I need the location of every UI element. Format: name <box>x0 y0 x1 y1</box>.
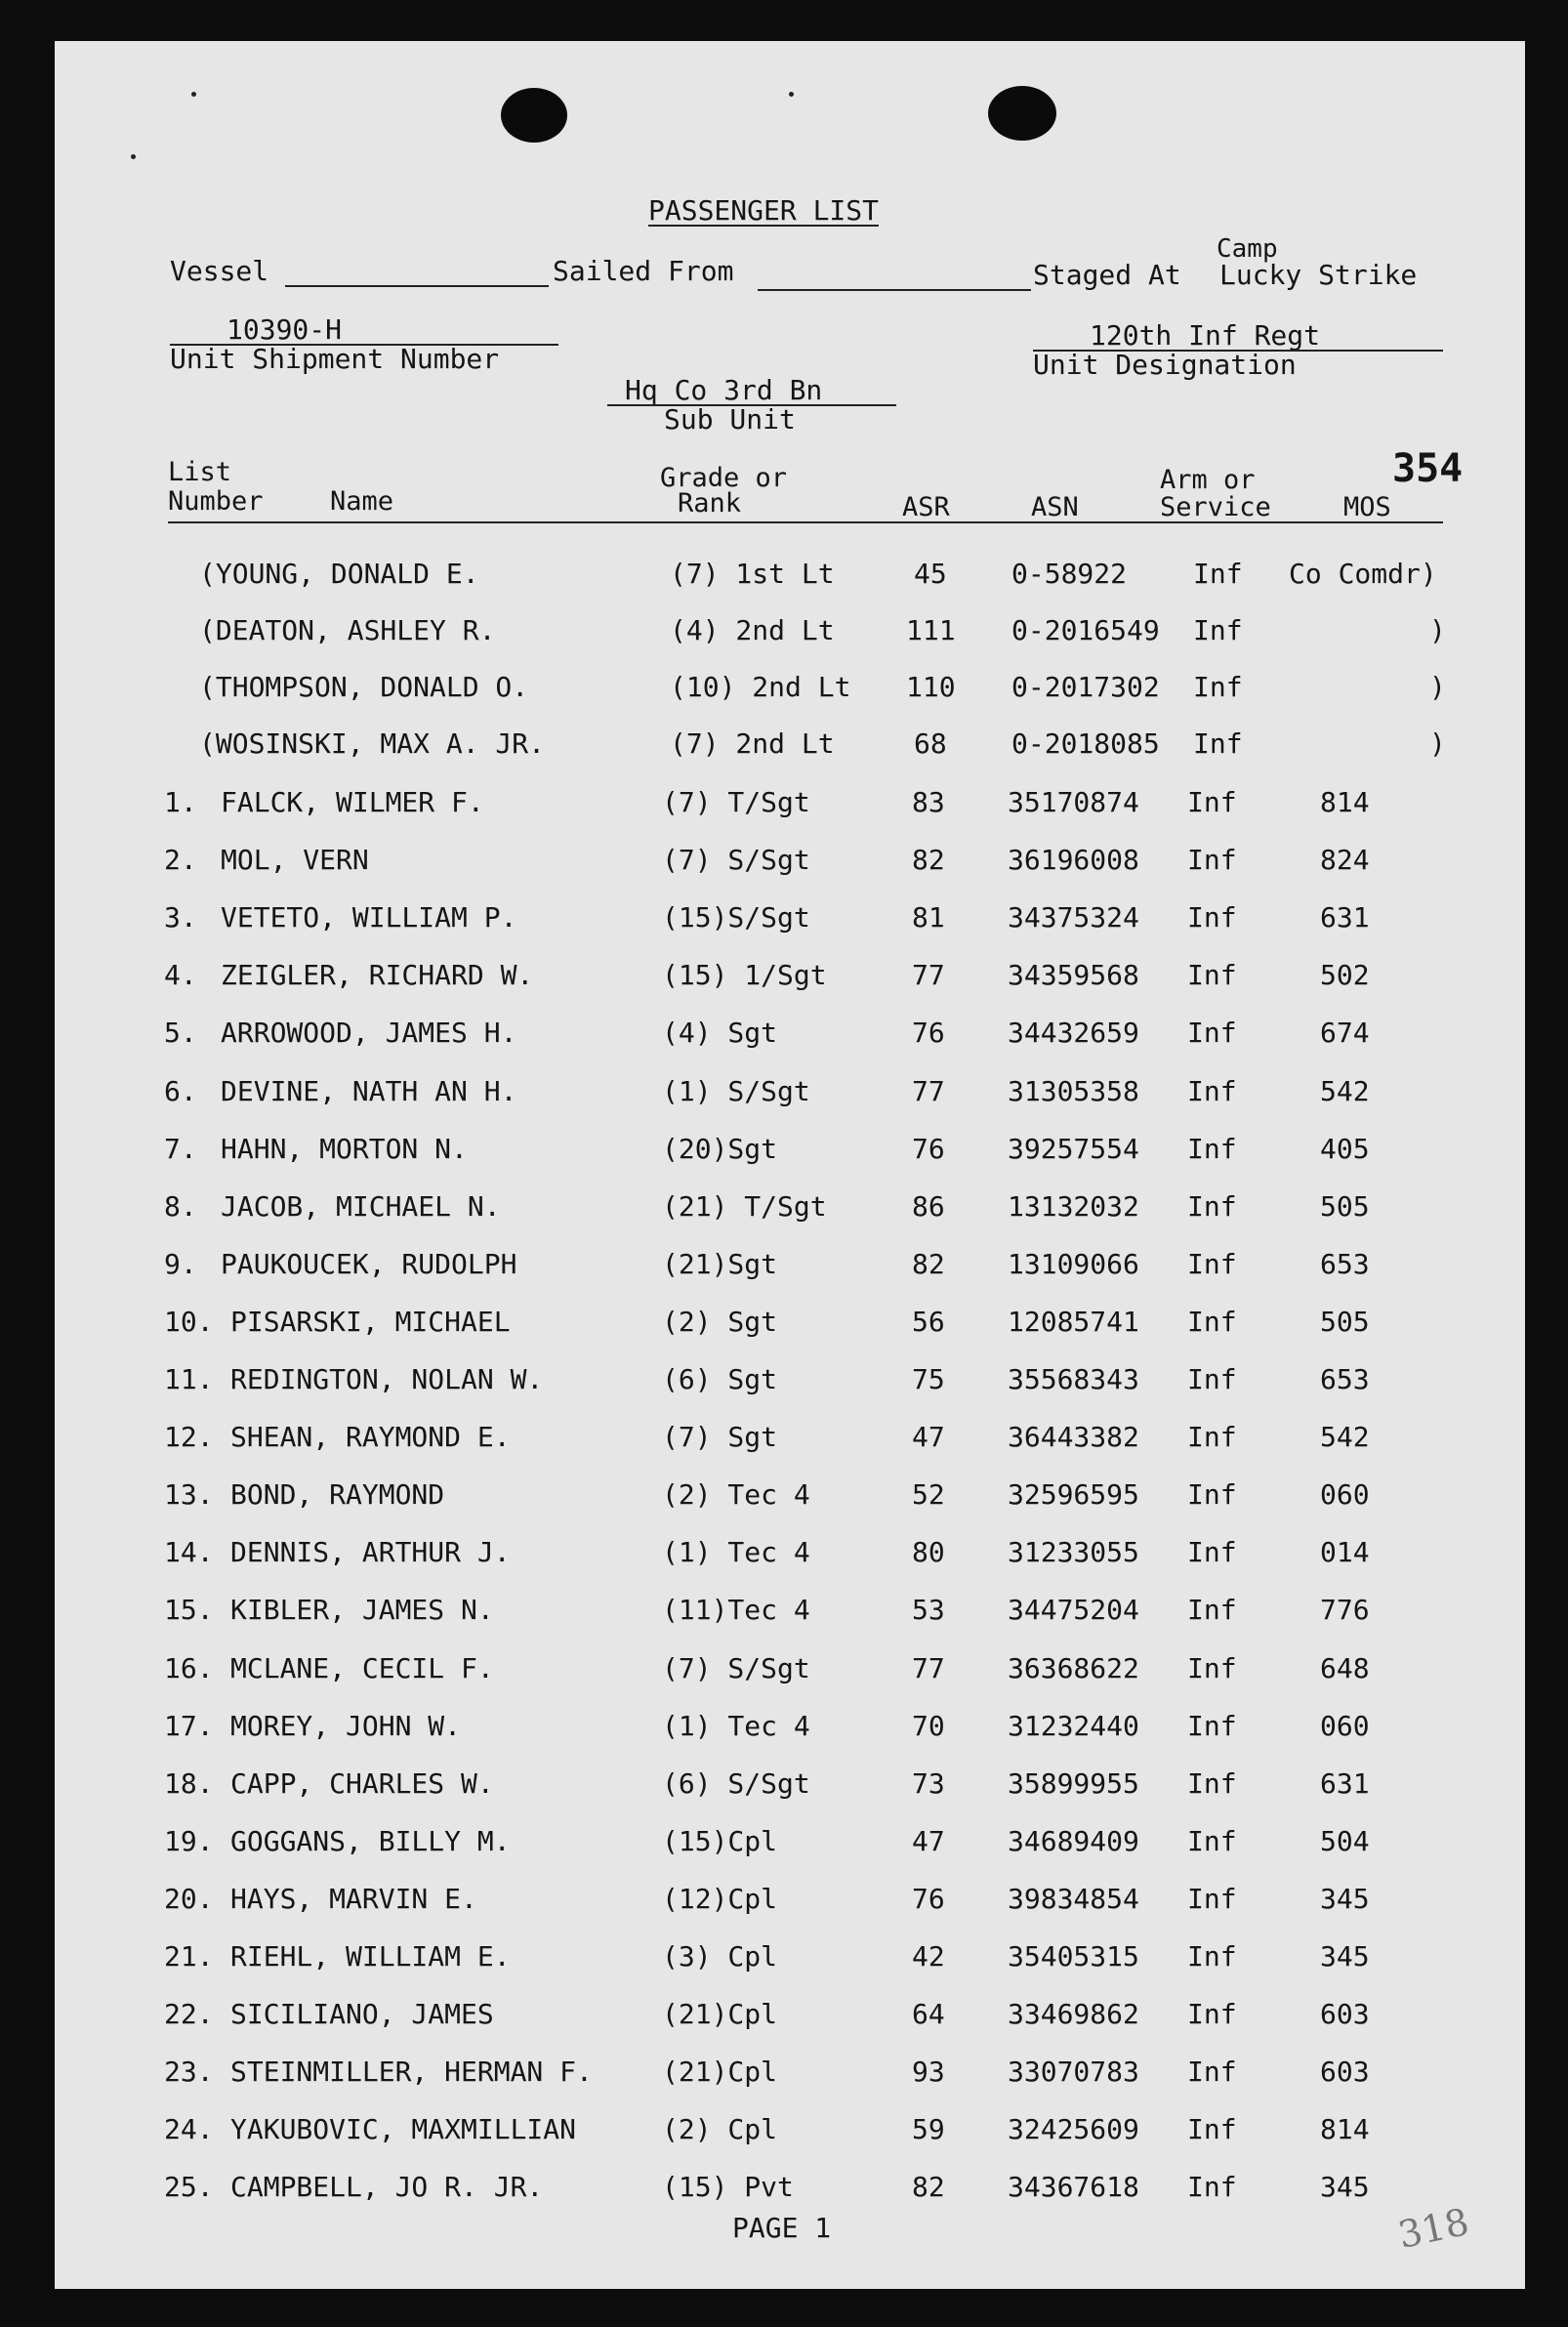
grade-rank: (3) Cpl <box>662 1940 778 1973</box>
grade-rank: (1) Tec 4 <box>662 1710 810 1742</box>
mos-code: 060 <box>1320 1478 1370 1511</box>
list-number: 12. <box>164 1421 214 1453</box>
header-rule <box>168 521 1443 523</box>
asn-value: 13132032 <box>1008 1190 1139 1223</box>
arm-service: Inf <box>1187 1133 1237 1165</box>
arm-service: Inf <box>1187 786 1237 818</box>
mos-code: 603 <box>1320 1998 1370 2030</box>
arm-service: Inf <box>1187 1248 1237 1280</box>
asr-value: 82 <box>912 844 945 876</box>
passenger-name: DEVINE, NATH AN H. <box>221 1075 517 1107</box>
list-number: 6. <box>164 1075 197 1107</box>
passenger-name: RIEHL, WILLIAM E. <box>230 1940 511 1973</box>
arm-service: Inf <box>1187 959 1237 991</box>
officer-mos: ) <box>1429 727 1446 760</box>
grade-rank: (15)Cpl <box>662 1825 778 1857</box>
mos-code: 505 <box>1320 1190 1370 1223</box>
arm-service: Inf <box>1187 1306 1237 1338</box>
asr-value: 82 <box>912 2171 945 2203</box>
asn-value: 34367618 <box>1008 2171 1139 2203</box>
asr-value: 93 <box>912 2056 945 2088</box>
asn-value: 31305358 <box>1008 1075 1139 1107</box>
passenger-name: DENNIS, ARTHUR J. <box>230 1536 511 1568</box>
arm-service: Inf <box>1187 1363 1237 1395</box>
asr-value: 77 <box>912 1075 945 1107</box>
arm-service: Inf <box>1187 901 1237 934</box>
list-number: 3. <box>164 901 197 934</box>
asn-value: 39257554 <box>1008 1133 1139 1165</box>
officer-arm: Inf <box>1193 558 1243 590</box>
asr-value: 75 <box>912 1363 945 1395</box>
grade-rank: (7) Sgt <box>662 1421 778 1453</box>
passenger-name: CAPP, CHARLES W. <box>230 1767 494 1800</box>
asn-value: 31232440 <box>1008 1710 1139 1742</box>
grade-rank: (6) Sgt <box>662 1363 778 1395</box>
mos-code: 060 <box>1320 1710 1370 1742</box>
asn-value: 35568343 <box>1008 1363 1139 1395</box>
asr-value: 47 <box>912 1825 945 1857</box>
officer-asr: 68 <box>914 727 947 760</box>
page-stamp: 354 <box>1392 446 1464 491</box>
officer-asr: 110 <box>906 671 956 703</box>
col-name: Name <box>330 486 394 517</box>
mos-code: 814 <box>1320 2113 1370 2145</box>
passenger-name: MOREY, JOHN W. <box>230 1710 462 1742</box>
col-grade-2: Rank <box>678 488 742 519</box>
passenger-name: PAUKOUCEK, RUDOLPH <box>221 1248 517 1280</box>
sailed-from-label: Sailed From <box>553 255 734 287</box>
arm-service: Inf <box>1187 1594 1237 1626</box>
list-number: 7. <box>164 1133 197 1165</box>
asr-value: 82 <box>912 1248 945 1280</box>
passenger-name: SICILIANO, JAMES <box>230 1998 494 2030</box>
mos-code: 405 <box>1320 1133 1370 1165</box>
list-number: 14. <box>164 1536 214 1568</box>
asr-value: 70 <box>912 1710 945 1742</box>
mos-code: 014 <box>1320 1536 1370 1568</box>
officer-name: (YOUNG, DONALD E. <box>199 558 479 590</box>
officer-arm: Inf <box>1193 614 1243 646</box>
asr-value: 52 <box>912 1478 945 1511</box>
list-number: 22. <box>164 1998 214 2030</box>
arm-service: Inf <box>1187 2171 1237 2203</box>
col-asn: ASN <box>1031 492 1079 522</box>
mos-code: 653 <box>1320 1363 1370 1395</box>
passenger-name: FALCK, WILMER F. <box>221 786 484 818</box>
asn-value: 35899955 <box>1008 1767 1139 1800</box>
document-page <box>55 41 1525 2289</box>
mos-code: 603 <box>1320 2056 1370 2088</box>
mos-code: 542 <box>1320 1075 1370 1107</box>
unit-shipment-label: Unit Shipment Number <box>170 343 500 375</box>
asn-value: 12085741 <box>1008 1306 1139 1338</box>
list-number: 25. <box>164 2171 214 2203</box>
grade-rank: (21) T/Sgt <box>662 1190 827 1223</box>
grade-rank: (4) Sgt <box>662 1017 778 1049</box>
col-arm-2: Service <box>1160 492 1271 522</box>
asn-value: 34432659 <box>1008 1017 1139 1049</box>
grade-rank: (15) Pvt <box>662 2171 794 2203</box>
arm-service: Inf <box>1187 1940 1237 1973</box>
grade-rank: (7) S/Sgt <box>662 844 810 876</box>
asn-value: 13109066 <box>1008 1248 1139 1280</box>
list-number: 2. <box>164 844 197 876</box>
asr-value: 59 <box>912 2113 945 2145</box>
arm-service: Inf <box>1187 2113 1237 2145</box>
unit-designation: 120th Inf Regt <box>1090 319 1321 352</box>
asn-value: 36368622 <box>1008 1652 1139 1684</box>
list-number: 15. <box>164 1594 214 1626</box>
officer-name: (WOSINSKI, MAX A. JR. <box>199 727 546 760</box>
passenger-name: HAYS, MARVIN E. <box>230 1883 477 1915</box>
grade-rank: (20)Sgt <box>662 1133 778 1165</box>
sub-unit-label: Sub Unit <box>664 403 796 436</box>
officer-asr: 45 <box>914 558 947 590</box>
passenger-name: KIBLER, JAMES N. <box>230 1594 494 1626</box>
officer-grade: (7) 2nd Lt <box>670 727 835 760</box>
asn-value: 34475204 <box>1008 1594 1139 1626</box>
asn-value: 35405315 <box>1008 1940 1139 1973</box>
officer-name: (THOMPSON, DONALD O. <box>199 671 529 703</box>
list-number: 16. <box>164 1652 214 1684</box>
grade-rank: (12)Cpl <box>662 1883 778 1915</box>
grade-rank: (2) Sgt <box>662 1306 778 1338</box>
asr-value: 76 <box>912 1133 945 1165</box>
punch-hole-right <box>988 86 1056 141</box>
list-number: 21. <box>164 1940 214 1973</box>
col-grade-1: Grade or <box>660 463 788 493</box>
mos-code: 542 <box>1320 1421 1370 1453</box>
passenger-name: CAMPBELL, JO R. JR. <box>230 2171 544 2203</box>
form-title: PASSENGER LIST <box>648 194 880 227</box>
asn-value: 35170874 <box>1008 786 1139 818</box>
asr-value: 64 <box>912 1998 945 2030</box>
asn-value: 32596595 <box>1008 1478 1139 1511</box>
list-number: 4. <box>164 959 197 991</box>
col-list-1: List <box>168 457 232 487</box>
list-number: 10. <box>164 1306 214 1338</box>
staged-at-label: Staged At <box>1033 259 1181 291</box>
asn-value: 39834854 <box>1008 1883 1139 1915</box>
grade-rank: (7) T/Sgt <box>662 786 810 818</box>
arm-service: Inf <box>1187 1883 1237 1915</box>
passenger-name: PISARSKI, MICHAEL <box>230 1306 511 1338</box>
vessel-line <box>285 285 549 287</box>
grade-rank: (2) Tec 4 <box>662 1478 810 1511</box>
asn-value: 33070783 <box>1008 2056 1139 2088</box>
page-label: PAGE 1 <box>732 2212 832 2244</box>
grade-rank: (21)Cpl <box>662 1998 778 2030</box>
unit-designation-label: Unit Designation <box>1033 349 1297 381</box>
officer-asn: 0-2016549 <box>1011 614 1160 646</box>
mos-code: 502 <box>1320 959 1370 991</box>
passenger-name: YAKUBOVIC, MAXMILLIAN <box>230 2113 577 2145</box>
officer-grade: (7) 1st Lt <box>670 558 835 590</box>
passenger-name: ZEIGLER, RICHARD W. <box>221 959 534 991</box>
asn-value: 31233055 <box>1008 1536 1139 1568</box>
list-number: 5. <box>164 1017 197 1049</box>
passenger-name: STEINMILLER, HERMAN F. <box>230 2056 593 2088</box>
handwritten-note: 318 <box>1394 2199 1473 2258</box>
passenger-name: MOL, VERN <box>221 844 369 876</box>
asr-value: 73 <box>912 1767 945 1800</box>
staged-at-value: Lucky Strike <box>1219 259 1418 291</box>
passenger-name: BOND, RAYMOND <box>230 1478 445 1511</box>
list-number: 8. <box>164 1190 197 1223</box>
mos-code: 631 <box>1320 1767 1370 1800</box>
asr-value: 86 <box>912 1190 945 1223</box>
list-number: 24. <box>164 2113 214 2145</box>
officer-name: (DEATON, ASHLEY R. <box>199 614 496 646</box>
grade-rank: (21)Sgt <box>662 1248 778 1280</box>
officer-mos: ) <box>1429 614 1446 646</box>
asr-value: 42 <box>912 1940 945 1973</box>
sub-unit: Hq Co 3rd Bn <box>625 374 823 406</box>
asr-value: 83 <box>912 786 945 818</box>
asn-value: 36196008 <box>1008 844 1139 876</box>
passenger-name: SHEAN, RAYMOND E. <box>230 1421 511 1453</box>
grade-rank: (6) S/Sgt <box>662 1767 810 1800</box>
mos-code: 653 <box>1320 1248 1370 1280</box>
arm-service: Inf <box>1187 1478 1237 1511</box>
camp-label: Camp <box>1217 234 1278 264</box>
unit-shipment-number: 10390-H <box>227 313 343 346</box>
officer-grade: (4) 2nd Lt <box>670 614 835 646</box>
asn-value: 34375324 <box>1008 901 1139 934</box>
officer-grade: (10) 2nd Lt <box>670 671 851 703</box>
mos-code: 824 <box>1320 844 1370 876</box>
asn-value: 34689409 <box>1008 1825 1139 1857</box>
grade-rank: (21)Cpl <box>662 2056 778 2088</box>
passenger-name: ARROWOOD, JAMES H. <box>221 1017 517 1049</box>
mos-code: 776 <box>1320 1594 1370 1626</box>
asr-value: 56 <box>912 1306 945 1338</box>
officer-asn: 0-58922 <box>1011 558 1128 590</box>
arm-service: Inf <box>1187 1536 1237 1568</box>
list-number: 23. <box>164 2056 214 2088</box>
col-asr: ASR <box>902 492 950 522</box>
arm-service: Inf <box>1187 1421 1237 1453</box>
asn-value: 33469862 <box>1008 1998 1139 2030</box>
list-number: 20. <box>164 1883 214 1915</box>
asr-value: 53 <box>912 1594 945 1626</box>
asr-value: 47 <box>912 1421 945 1453</box>
grade-rank: (1) S/Sgt <box>662 1075 810 1107</box>
passenger-name: GOGGANS, BILLY M. <box>230 1825 511 1857</box>
mos-code: 345 <box>1320 1883 1370 1915</box>
punch-hole-left <box>501 88 567 143</box>
arm-service: Inf <box>1187 1075 1237 1107</box>
list-number: 11. <box>164 1363 214 1395</box>
grade-rank: (15)S/Sgt <box>662 901 810 934</box>
list-number: 1. <box>164 786 197 818</box>
passenger-name: MCLANE, CECIL F. <box>230 1652 494 1684</box>
list-number: 13. <box>164 1478 214 1511</box>
mos-code: 674 <box>1320 1017 1370 1049</box>
officer-asn: 0-2017302 <box>1011 671 1160 703</box>
passenger-name: REDINGTON, NOLAN W. <box>230 1363 544 1395</box>
col-arm-1: Arm or <box>1160 465 1256 495</box>
grade-rank: (11)Tec 4 <box>662 1594 810 1626</box>
asr-value: 77 <box>912 1652 945 1684</box>
sailed-from-line <box>758 289 1031 291</box>
list-number: 9. <box>164 1248 197 1280</box>
asn-value: 34359568 <box>1008 959 1139 991</box>
officer-mos: ) <box>1429 671 1446 703</box>
officer-arm: Inf <box>1193 727 1243 760</box>
asr-value: 77 <box>912 959 945 991</box>
arm-service: Inf <box>1187 1998 1237 2030</box>
arm-service: Inf <box>1187 1190 1237 1223</box>
arm-service: Inf <box>1187 1652 1237 1684</box>
arm-service: Inf <box>1187 1710 1237 1742</box>
asr-value: 76 <box>912 1017 945 1049</box>
mos-code: 504 <box>1320 1825 1370 1857</box>
col-mos: MOS <box>1343 492 1391 522</box>
mos-code: 648 <box>1320 1652 1370 1684</box>
officer-asr: 111 <box>906 614 956 646</box>
grade-rank: (15) 1/Sgt <box>662 959 827 991</box>
mos-code: 345 <box>1320 1940 1370 1973</box>
asn-value: 32425609 <box>1008 2113 1139 2145</box>
speck <box>131 154 136 159</box>
mos-code: 345 <box>1320 2171 1370 2203</box>
mos-code: 505 <box>1320 1306 1370 1338</box>
mos-code: 814 <box>1320 786 1370 818</box>
speck <box>191 92 196 97</box>
speck <box>789 92 794 97</box>
grade-rank: (7) S/Sgt <box>662 1652 810 1684</box>
arm-service: Inf <box>1187 1825 1237 1857</box>
arm-service: Inf <box>1187 1017 1237 1049</box>
passenger-name: HAHN, MORTON N. <box>221 1133 468 1165</box>
list-number: 18. <box>164 1767 214 1800</box>
grade-rank: (1) Tec 4 <box>662 1536 810 1568</box>
mos-code: 631 <box>1320 901 1370 934</box>
officer-arm: Inf <box>1193 671 1243 703</box>
asr-value: 76 <box>912 1883 945 1915</box>
arm-service: Inf <box>1187 844 1237 876</box>
list-number: 19. <box>164 1825 214 1857</box>
asn-value: 36443382 <box>1008 1421 1139 1453</box>
passenger-name: VETETO, WILLIAM P. <box>221 901 517 934</box>
arm-service: Inf <box>1187 1767 1237 1800</box>
asr-value: 81 <box>912 901 945 934</box>
officer-asn: 0-2018085 <box>1011 727 1160 760</box>
list-number: 17. <box>164 1710 214 1742</box>
arm-service: Inf <box>1187 2056 1237 2088</box>
grade-rank: (2) Cpl <box>662 2113 778 2145</box>
officer-mos: Co Comdr) <box>1289 558 1437 590</box>
asr-value: 80 <box>912 1536 945 1568</box>
col-list-2: Number <box>168 486 264 517</box>
vessel-label: Vessel <box>170 255 269 287</box>
passenger-name: JACOB, MICHAEL N. <box>221 1190 501 1223</box>
